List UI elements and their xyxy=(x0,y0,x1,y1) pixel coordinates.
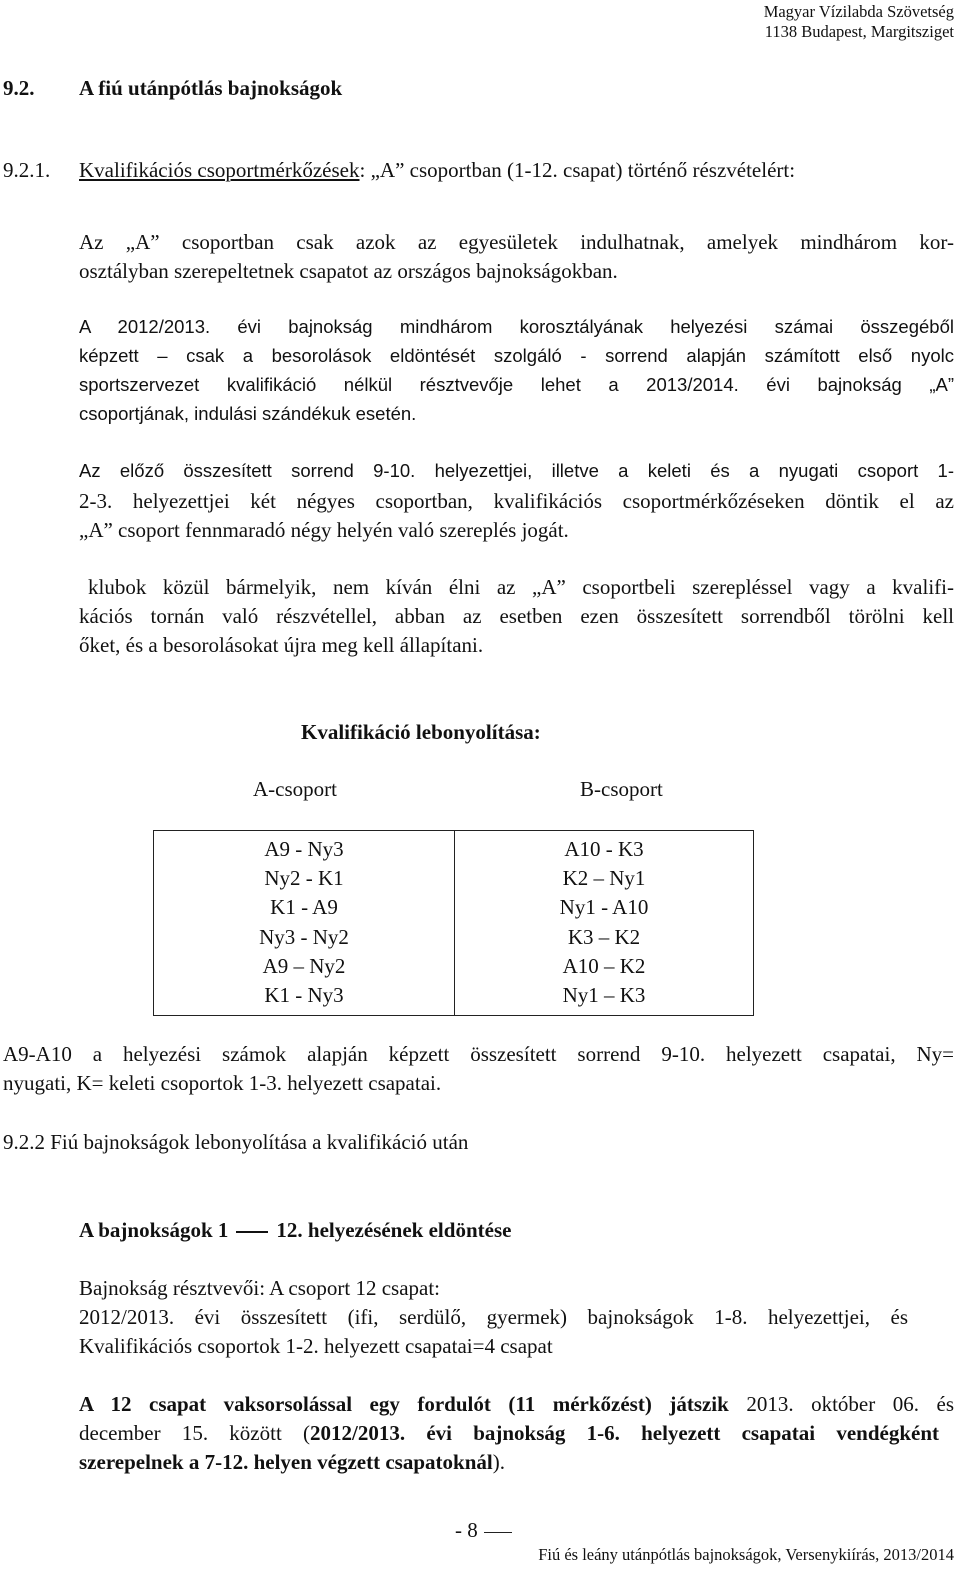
group-b-matches xyxy=(455,831,754,1016)
subsection-number: 9.2.1. xyxy=(3,158,51,182)
schedule-l1-bold: A 12 csapat vaksorsolással egy fordulót (11 mérkőzést) játszik xyxy=(79,1392,729,1416)
decide-title-start: A bajnokságok 1 xyxy=(79,1218,229,1242)
decide-line-2: 2012/2013. évi összesített (ifi, serdülő, gyermek) bajnokságok 1-8. helyezettjei, és xyxy=(79,1305,908,1329)
para3-line-1: Az előző összesített sorrend 9-10. helyezettjei, illetve a keleti és a nyugati csoport 1- xyxy=(79,460,954,481)
match-b-4: K3 – K2 xyxy=(567,924,641,949)
match-a-4: Ny3 - Ny2 xyxy=(259,924,349,949)
schedule-line-3 xyxy=(79,1450,505,1475)
kval-title: Kvalifikáció lebonyolítása: xyxy=(301,720,541,744)
para2-line-2: képzett – csak a besorolások eldöntését szolgáló - sorrend alapján számított első nyolc xyxy=(79,345,954,366)
group-a-label: A-csoport xyxy=(253,777,337,801)
schedule-l2-normal: december 15. között ( xyxy=(79,1421,311,1445)
legend-line-1: A9-A10 a helyezési számok alapján képzett összesített sorrend 9-10. helyezett csapatai, Ny= xyxy=(3,1042,954,1066)
legend-line-2: nyugati, K= keleti csoportok 1-3. helyezett csapatai. xyxy=(3,1071,442,1095)
subsection-title-rest: : „A” csoportban (1-12. csapat) történő részvételért: xyxy=(359,158,796,182)
section-title: A fiú utánpótlás bajnokságok xyxy=(79,76,343,100)
para3-line-3: „A” csoport fennmaradó négy helyén való szereplés jogát. xyxy=(79,518,569,542)
para2-line-1: A 2012/2013. évi bajnokság mindhárom korosztályának helyezési számai összegéből xyxy=(79,316,954,337)
para1-line-2: osztályban szerepeltetnek csapatot az országos bajnokságokban. xyxy=(79,259,618,283)
para1-line-1: Az „A” csoportban csak azok az egyesületek indulhatnak, amelyek mindhárom kor- xyxy=(79,230,954,254)
para4-line-3: őket, és a besorolásokat újra meg kell állapítani. xyxy=(79,633,484,657)
subsection-title xyxy=(79,158,795,183)
footer-dash xyxy=(484,1532,512,1533)
page-number xyxy=(455,1518,512,1543)
para2-line-3: sportszervezet kvalifikáció nélkül résztvevője lehet a 2013/2014. évi bajnokság „A” xyxy=(79,374,954,395)
header-org: Magyar Vízilabda Szövetség xyxy=(763,2,954,21)
decide-title xyxy=(79,1218,511,1243)
schedule-l2-bold: 2012/2013. évi bajnokság 1-6. helyezett csapatai vendégként xyxy=(310,1421,939,1445)
match-table xyxy=(153,830,754,1016)
match-b-2: K2 – Ny1 xyxy=(562,866,646,891)
decide-title-end: 12. helyezésének eldöntése xyxy=(276,1218,512,1242)
footer-doc-title: Fiú és leány utánpótlás bajnokságok, Versenykiírás, 2013/2014 xyxy=(538,1545,954,1564)
schedule-l3-normal: ). xyxy=(492,1450,505,1474)
match-b-5: A10 – K2 xyxy=(562,953,646,978)
section-number: 9.2. xyxy=(3,76,35,100)
match-a-2: Ny2 - K1 xyxy=(264,866,344,891)
match-b-6: Ny1 – K3 xyxy=(562,982,646,1007)
group-a-matches xyxy=(154,831,455,1016)
decide-line-1: Bajnokság résztvevői: A csoport 12 csapat: xyxy=(79,1276,441,1300)
match-a-5: A9 – Ny2 xyxy=(262,953,346,978)
match-b-1: A10 - K3 xyxy=(564,837,644,861)
schedule-l3-bold: szerepelnek a 7-12. helyen végzett csapatoknál xyxy=(79,1450,493,1474)
para2-line-4: csoportjának, indulási szándékuk esetén. xyxy=(79,403,417,424)
en-dash xyxy=(236,1231,268,1233)
schedule-l1-normal: 2013. október 06. és xyxy=(746,1392,954,1416)
schedule-line-1 xyxy=(79,1392,954,1417)
page-number-text: - 8 xyxy=(455,1518,478,1542)
para4-line-1: klubok közül bármelyik, nem kíván élni az „A” csoportbeli szerepléssel vagy a kvalifi- xyxy=(88,575,954,599)
group-b-label: B-csoport xyxy=(580,777,663,801)
subsection2-title: 9.2.2 Fiú bajnokságok lebonyolítása a kvalifikáció után xyxy=(3,1130,469,1154)
subsection-title-underlined: Kvalifikációs csoportmérkőzések xyxy=(79,158,360,182)
match-a-1: A9 - Ny3 xyxy=(264,837,344,861)
match-b-3: Ny1 - A10 xyxy=(559,895,649,920)
decide-line-3: Kvalifikációs csoportok 1-2. helyezett csapatai=4 csapat xyxy=(79,1334,553,1358)
header-address: 1138 Budapest, Margitsziget xyxy=(764,22,954,41)
match-a-6: K1 - Ny3 xyxy=(264,982,344,1007)
para3-line-2: 2-3. helyezettjei két négyes csoportban, kvalifikációs csoportmérkőzéseken döntik el az xyxy=(79,489,954,513)
schedule-line-2 xyxy=(79,1421,939,1446)
match-a-3: K1 - A9 xyxy=(270,895,338,920)
para4-line-2: kációs tornán való részvétellel, abban az esetben ezen összesített sorrendből törölni kell xyxy=(79,604,954,628)
